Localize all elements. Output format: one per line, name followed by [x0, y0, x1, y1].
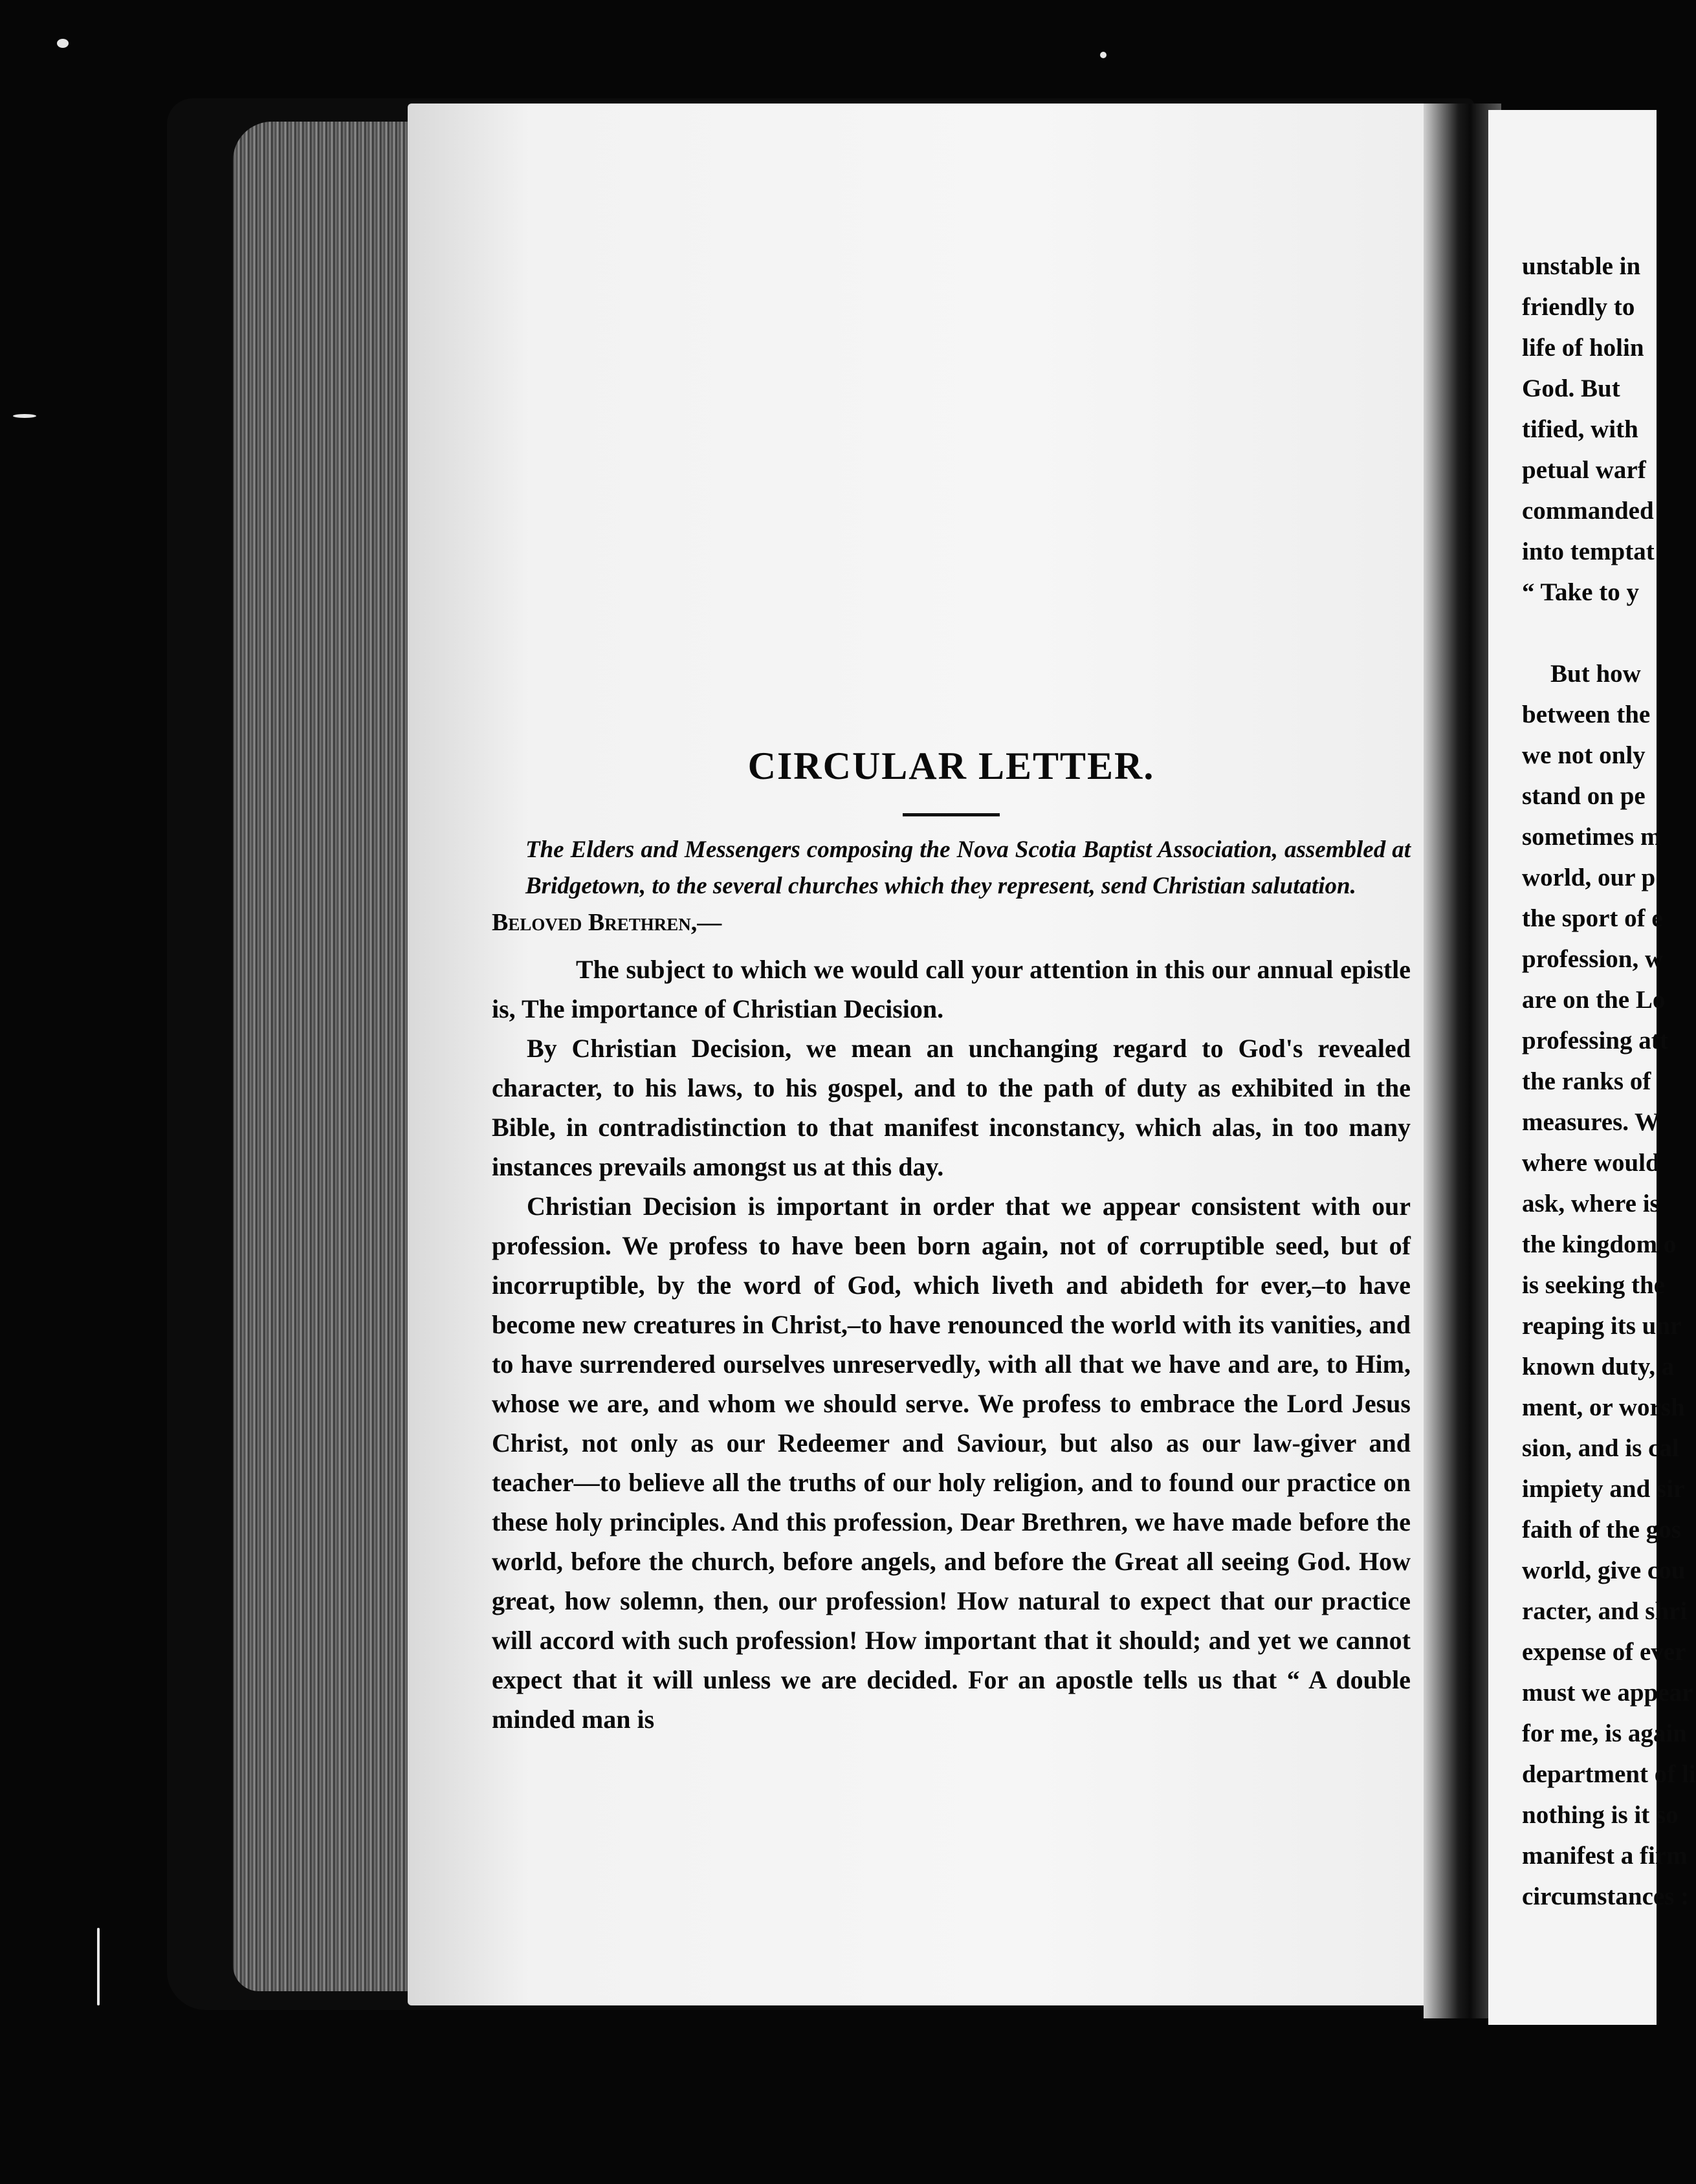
right-page-line: measures. W	[1522, 1108, 1660, 1136]
right-page-line: unstable in	[1522, 252, 1641, 280]
right-page-line: into temptat	[1522, 538, 1655, 565]
right-page-line: God. But	[1522, 375, 1620, 402]
right-page-line: between the	[1522, 701, 1651, 728]
page-fore-edge	[233, 122, 408, 1991]
right-page-line: commanded	[1522, 497, 1654, 525]
right-page-line: nothing is it so	[1522, 1801, 1679, 1829]
right-page-line: sometimes m	[1522, 823, 1662, 851]
right-page-line: is seeking the	[1522, 1271, 1666, 1299]
right-page-line: professing att	[1522, 1027, 1668, 1054]
letter-address: Beloved Brethren,—	[492, 909, 722, 936]
right-page-line: profession, w	[1522, 945, 1664, 973]
right-page-line: known duty, a	[1522, 1353, 1675, 1381]
right-page-line: ment, or worsh	[1522, 1393, 1685, 1421]
right-page-line: world, our p	[1522, 864, 1656, 891]
right-page-line: the sport of e	[1522, 904, 1663, 932]
right-page-line: circumstances :	[1522, 1883, 1690, 1910]
right-page-line: are on the Lo	[1522, 986, 1666, 1014]
right-page-line: racter, and shri	[1522, 1597, 1688, 1625]
right-page-line: ask, where is	[1522, 1190, 1660, 1218]
right-page-line: sion, and is cal	[1522, 1434, 1679, 1462]
letter-title: CIRCULAR LETTER.	[747, 745, 1155, 787]
right-page-line: expense of ever	[1522, 1638, 1686, 1666]
right-page-text	[1522, 246, 1696, 1917]
right-page	[1488, 110, 1696, 2025]
right-page-line: stand on pe	[1522, 782, 1646, 810]
left-page	[408, 104, 1430, 2005]
title-rule	[903, 813, 1000, 816]
right-page-line: petual warf	[1522, 456, 1646, 484]
paragraph: By Christian Decision, we mean an unchanging regard to God's revealed character, to his laws, to his gospel, and to the path of duty as exhibited in the Bible, in contradistinction to that manifest inconstancy, which alas, in too many instances prevails amongst us at this day.	[492, 1034, 1411, 1181]
right-page-line	[1522, 613, 1696, 653]
right-page-line: for me, is again	[1522, 1720, 1687, 1747]
right-page-line: friendly to	[1522, 293, 1635, 321]
right-page-line: must we appear	[1522, 1679, 1693, 1707]
letter-content	[492, 634, 1411, 1739]
letter-salutation: The Elders and Messengers composing the Nova Scotia Baptist Association, assembled at Bridgetown, to the several churches which they represent, send Christian salutation.	[525, 836, 1411, 899]
right-page-line: we not only	[1522, 741, 1646, 769]
right-page-line: faith of the gos	[1522, 1516, 1681, 1544]
right-page-line: reaping its unr	[1522, 1312, 1682, 1340]
right-page-line: world, give cou	[1522, 1556, 1686, 1584]
right-page-line: where would	[1522, 1149, 1660, 1177]
right-page-line: But how	[1550, 660, 1641, 688]
right-page-line: manifest a firm	[1522, 1842, 1688, 1870]
right-page-line: impiety and sir	[1522, 1475, 1685, 1503]
paragraph: The subject to which we would call your attention in this our annual epistle is, The importance of Christian Decision.	[492, 955, 1411, 1023]
right-page-line: “ Take to y	[1522, 578, 1639, 606]
paragraph: Christian Decision is important in order that we appear consistent with our profession. We profess to have been born again, not of corruptible seed, but of incorruptible, by the word of God, which liveth and abideth for ever,–to have become new creatures in Christ,–to have renounced the world with its vanities, and to have surrendered ourselves unreservedly, with all that we have and are, to Him, whose we are, and whom we should serve. We profess to embrace the Lord Jesus Christ, not only as our Redeemer and Saviour, but also as our law-giver and teacher—to believe all the truths of our holy religion, and to found our practice on these holy principles. And this profession, Dear Brethren, we have made before the world, before the church, before angels, and before the Great all seeing God. How great, how solemn, then, our profession! How natural to expect that our practice will accord with such profession! How important that it should; and yet we cannot expect that it will unless we are decided. For an apostle tells us that “ A double minded man is	[492, 1192, 1411, 1734]
right-page-line: life of holin	[1522, 334, 1644, 362]
right-page-line: the ranks of	[1522, 1067, 1651, 1095]
right-page-line: tified, with	[1522, 415, 1638, 443]
right-page-line: department of li	[1522, 1760, 1696, 1788]
right-page-line: the kingdom o	[1522, 1230, 1677, 1258]
